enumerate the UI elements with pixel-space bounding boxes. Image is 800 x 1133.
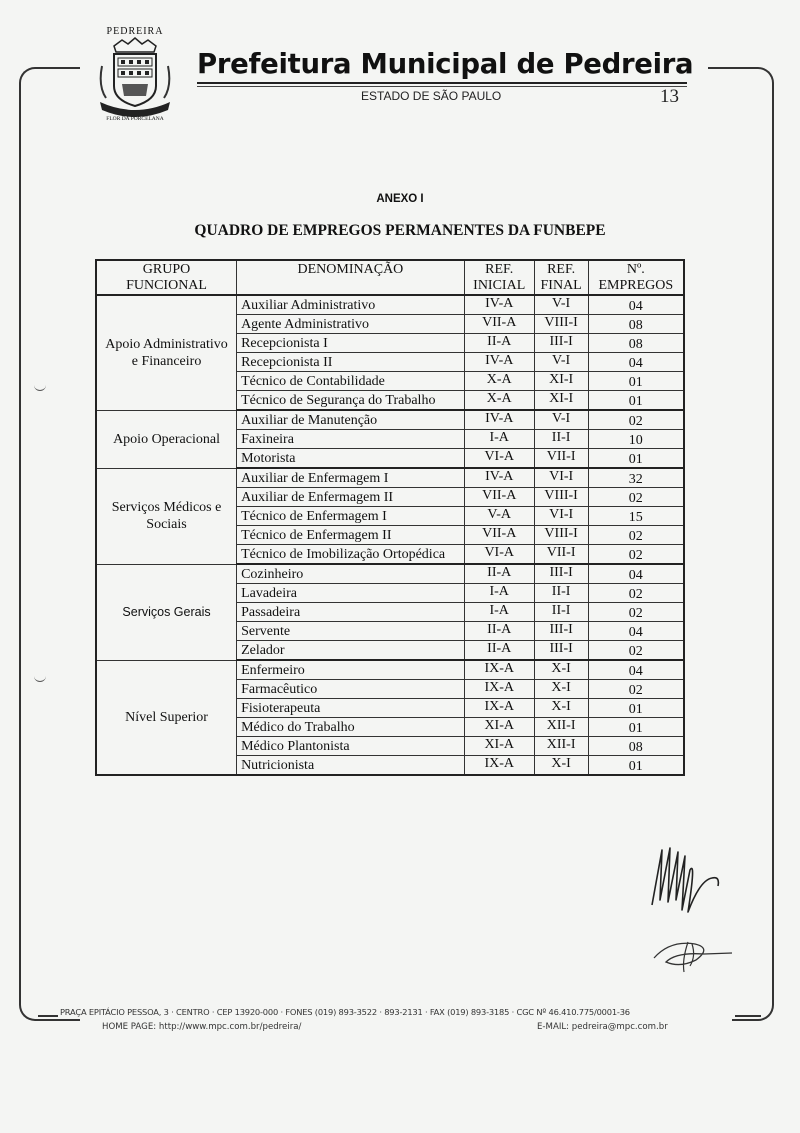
group-label: Nível Superior (96, 660, 237, 775)
header-group (96, 260, 237, 295)
employee-count: 01 (588, 391, 684, 411)
ref-final: X-I (534, 680, 588, 699)
annex-label: ANEXO I (376, 193, 424, 205)
ref-initial: VI-A (464, 449, 534, 469)
employee-count: 10 (588, 430, 684, 449)
employee-count: 02 (588, 410, 684, 430)
header-ref-initial-line1: REF. (485, 262, 514, 277)
job-title: Técnico de Contabilidade (237, 372, 465, 391)
ref-initial: II-A (464, 334, 534, 353)
group-label: Apoio Operacional (96, 410, 237, 468)
header-ref-initial (464, 260, 534, 295)
header-ref-final-line1: REF. (547, 262, 576, 277)
header-ref-final-line2: FINAL (540, 278, 582, 293)
ref-initial: IV-A (464, 468, 534, 488)
ref-final: II-I (534, 584, 588, 603)
ref-initial: IV-A (464, 295, 534, 315)
ref-initial: XI-A (464, 737, 534, 756)
ref-final: III-I (534, 564, 588, 584)
employee-count: 08 (588, 334, 684, 353)
employee-count: 08 (588, 315, 684, 334)
job-title: Agente Administrativo (237, 315, 465, 334)
ref-initial: X-A (464, 372, 534, 391)
ref-initial: IV-A (464, 353, 534, 372)
header-name-text: DENOMINAÇÃO (297, 262, 404, 277)
ref-final: X-I (534, 660, 588, 680)
handwritten-signature (640, 840, 740, 980)
ref-final: VI-I (534, 507, 588, 526)
header-group-line1: GRUPO (142, 262, 191, 277)
employee-count: 08 (588, 737, 684, 756)
table-row (96, 410, 684, 430)
header-ref-final (534, 260, 588, 295)
ref-final: XI-I (534, 372, 588, 391)
ref-final: II-I (534, 430, 588, 449)
ref-initial: I-A (464, 430, 534, 449)
employee-count: 01 (588, 756, 684, 776)
ref-initial: I-A (464, 603, 534, 622)
ref-initial: IV-A (464, 410, 534, 430)
ref-initial: IX-A (464, 680, 534, 699)
ref-final: II-I (534, 603, 588, 622)
employee-count: 04 (588, 564, 684, 584)
job-title: Técnico de Segurança do Trabalho (237, 391, 465, 411)
job-title: Zelador (237, 641, 465, 661)
ref-final: VIII-I (534, 488, 588, 507)
job-title: Nutricionista (237, 756, 465, 776)
ref-final: VII-I (534, 545, 588, 565)
ref-final: VIII-I (534, 526, 588, 545)
header-count (588, 260, 684, 295)
job-title: Cozinheiro (237, 564, 465, 584)
table-row (96, 564, 684, 584)
job-title: Médico do Trabalho (237, 718, 465, 737)
ref-final: VI-I (534, 468, 588, 488)
ref-final: III-I (534, 622, 588, 641)
employee-count: 15 (588, 507, 684, 526)
job-title: Auxiliar de Enfermagem I (237, 468, 465, 488)
job-title: Médico Plantonista (237, 737, 465, 756)
ref-initial: II-A (464, 641, 534, 661)
ref-initial: IX-A (464, 756, 534, 776)
frame-stub-bottom-left (38, 1015, 58, 1017)
job-title: Servente (237, 622, 465, 641)
footer-email[interactable]: E-MAIL: pedreira@mpc.com.br (537, 1022, 668, 1032)
header-count-line1: Nº. (626, 262, 645, 277)
job-title: Lavadeira (237, 584, 465, 603)
ref-initial: VI-A (464, 545, 534, 565)
job-title: Técnico de Enfermagem I (237, 507, 465, 526)
ref-initial: I-A (464, 584, 534, 603)
employment-table (95, 259, 685, 776)
municipal-crest-logo (92, 26, 178, 134)
job-title: Auxiliar de Manutenção (237, 410, 465, 430)
ref-final: VIII-I (534, 315, 588, 334)
job-title: Passadeira (237, 603, 465, 622)
ref-initial: IX-A (464, 699, 534, 718)
footer-homepage[interactable]: HOME PAGE: http://www.mpc.com.br/pedreira/ (102, 1022, 302, 1032)
header-group-line2: FUNCIONAL (126, 278, 207, 293)
frame-stub-top-left (40, 67, 75, 69)
employee-count: 02 (588, 603, 684, 622)
header-ref-initial-line2: INICIAL (473, 278, 526, 293)
job-title: Técnico de Imobilização Ortopédica (237, 545, 465, 565)
table-row (96, 468, 684, 488)
ref-final: XI-I (534, 391, 588, 411)
ref-initial: IX-A (464, 660, 534, 680)
ref-initial: X-A (464, 391, 534, 411)
page-number: 13 (660, 86, 679, 107)
table-row (96, 660, 684, 680)
header-state: ESTADO DE SÃO PAULO (361, 89, 502, 103)
frame-stub-top-right (708, 67, 752, 69)
ref-final: X-I (534, 699, 588, 718)
group-label: Serviços Médicos e Sociais (96, 468, 237, 564)
employee-count: 02 (588, 526, 684, 545)
employee-count: 02 (588, 488, 684, 507)
job-title: Enfermeiro (237, 660, 465, 680)
ref-final: V-I (534, 295, 588, 315)
header-name (237, 260, 465, 295)
ref-final: XII-I (534, 718, 588, 737)
job-title: Auxiliar Administrativo (237, 295, 465, 315)
employee-count: 04 (588, 622, 684, 641)
ref-initial: VII-A (464, 526, 534, 545)
employee-count: 02 (588, 545, 684, 565)
job-title: Motorista (237, 449, 465, 469)
page-frame-left (19, 67, 81, 1021)
ref-final: III-I (534, 641, 588, 661)
job-title: Farmacêutico (237, 680, 465, 699)
employee-count: 04 (588, 660, 684, 680)
header-title: Prefeitura Municipal de Pedreira (197, 48, 694, 80)
header-count-line2: EMPREGOS (598, 278, 674, 293)
employee-count: 04 (588, 353, 684, 372)
job-title: Técnico de Enfermagem II (237, 526, 465, 545)
table-row (96, 295, 684, 315)
ref-final: X-I (534, 756, 588, 776)
employee-count: 02 (588, 584, 684, 603)
employee-count: 04 (588, 295, 684, 315)
group-label: Apoio Administrativo e Financeiro (96, 295, 237, 410)
employee-count: 01 (588, 718, 684, 737)
ref-initial: XI-A (464, 718, 534, 737)
frame-stub-bottom-right (735, 1015, 761, 1017)
footer-address: PRAÇA EPITÁCIO PESSOA, 3 · CENTRO · CEP 13920-000 · FONES (019) 893-3522 · 893-2131 · FAX (019) 893-3185 · CGC Nº 46.410.775/0001-36 (60, 1007, 630, 1017)
ref-final: XII-I (534, 737, 588, 756)
employee-count: 01 (588, 449, 684, 469)
table-body (96, 295, 684, 775)
document-title: QUADRO DE EMPREGOS PERMANENTES DA FUNBEPE (194, 222, 606, 239)
job-title: Fisioterapeuta (237, 699, 465, 718)
header-rule (197, 82, 687, 84)
ref-final: VII-I (534, 449, 588, 469)
ref-initial: V-A (464, 507, 534, 526)
crest-text-bottom: FLOR DA PORCELANA (106, 116, 164, 122)
job-title: Auxiliar de Enfermagem II (237, 488, 465, 507)
group-label: Serviços Gerais (96, 564, 237, 660)
job-title: Faxineira (237, 430, 465, 449)
ref-initial: VII-A (464, 488, 534, 507)
employee-count: 32 (588, 468, 684, 488)
ref-initial: VII-A (464, 315, 534, 334)
job-title: Recepcionista II (237, 353, 465, 372)
ref-initial: II-A (464, 564, 534, 584)
job-title: Recepcionista I (237, 334, 465, 353)
table-header-row (96, 260, 684, 295)
header-rule (197, 86, 687, 87)
ref-final: V-I (534, 410, 588, 430)
employee-count: 02 (588, 641, 684, 661)
employee-count: 01 (588, 372, 684, 391)
employee-count: 01 (588, 699, 684, 718)
ref-initial: II-A (464, 622, 534, 641)
crest-text-top: PEDREIRA (106, 26, 164, 37)
employee-count: 02 (588, 680, 684, 699)
ref-final: III-I (534, 334, 588, 353)
ref-final: V-I (534, 353, 588, 372)
